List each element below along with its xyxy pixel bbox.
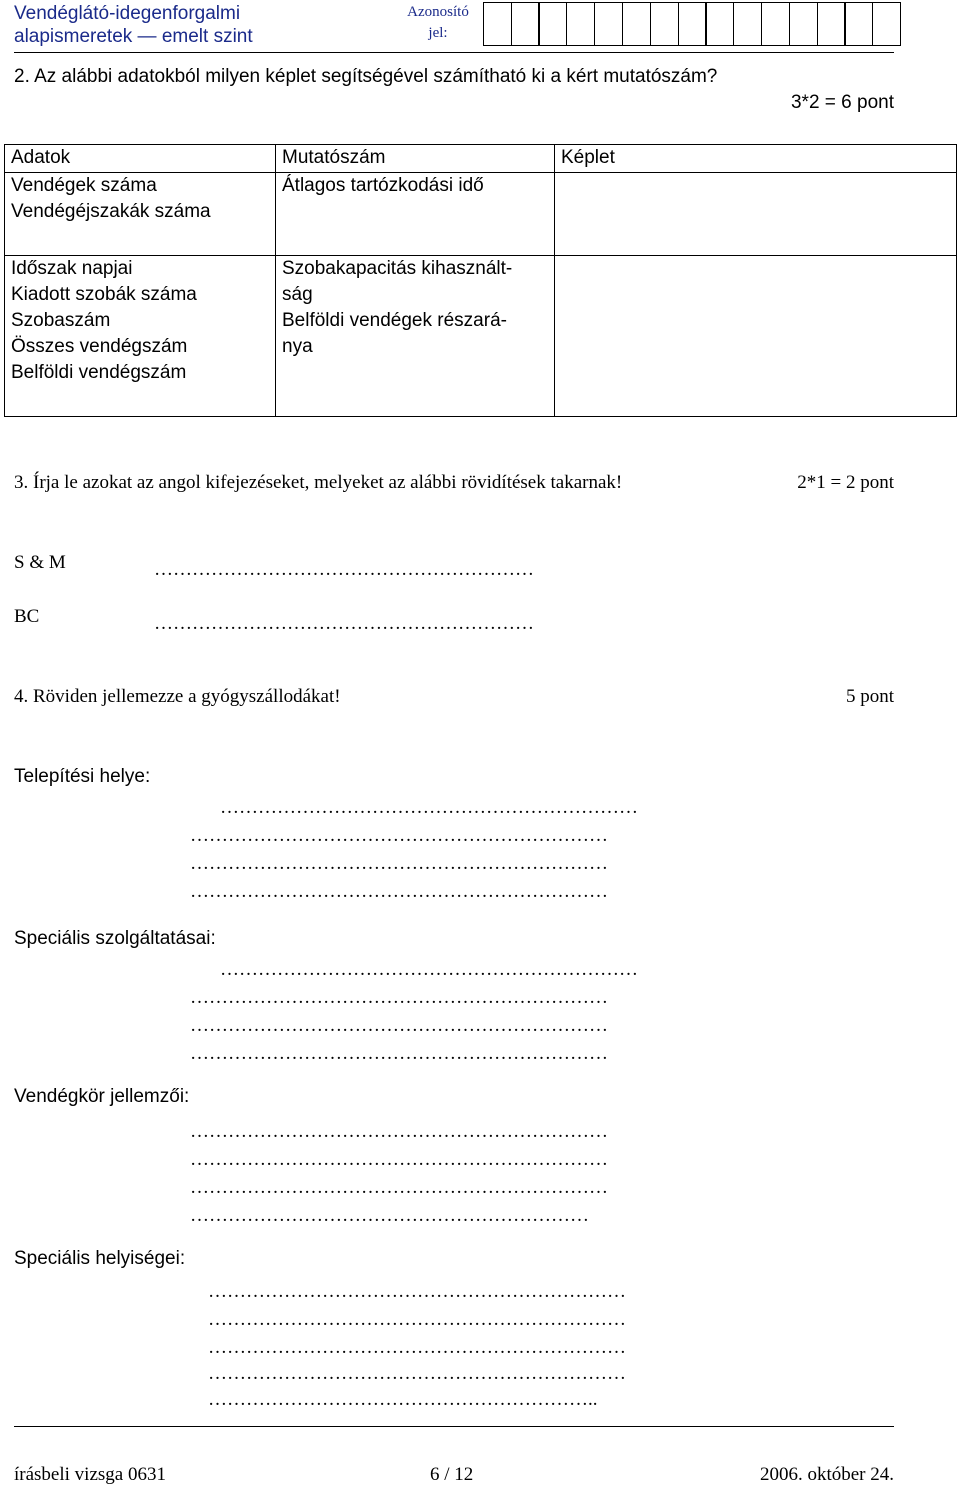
answer-line[interactable]: ………………………………………………………… xyxy=(190,1043,608,1064)
row2-data xyxy=(5,256,276,417)
indicator-item: Szobakapacitás kihasznált- xyxy=(282,258,513,279)
answer-line[interactable]: ………………………………………………………… xyxy=(190,1121,608,1142)
footer-divider xyxy=(14,1426,894,1427)
answer-line[interactable]: ………………………………………………………… xyxy=(208,1281,626,1302)
table-header-formula xyxy=(555,145,957,173)
id-box[interactable] xyxy=(844,2,873,46)
answer-line[interactable]: ………………………………………………………… xyxy=(190,825,608,846)
q2-question: 2. Az alábbi adatokból milyen képlet segítségével számítható ki a kért mutatószám? xyxy=(14,66,718,87)
q3-label-sm: S & M xyxy=(14,552,66,573)
id-box[interactable] xyxy=(789,2,818,46)
data-item: Kiadott szobák száma xyxy=(11,284,197,305)
row2-indicator xyxy=(276,256,555,417)
answer-line[interactable]: ………………………………………………………… xyxy=(190,987,608,1008)
id-box[interactable] xyxy=(483,2,512,46)
q3-label-bc: BC xyxy=(14,606,40,627)
exam-subject-line1: Vendéglátó-idegenforgalmi xyxy=(14,3,241,24)
id-box[interactable] xyxy=(538,2,567,46)
data-item: Vendégek száma xyxy=(11,175,157,196)
answer-line[interactable]: ………………………………………………………… xyxy=(220,959,638,980)
q3-question: 3. Írja le azokat az angol kifejezéseket, melyeket az alábbi rövidítések takarnak! xyxy=(14,472,623,493)
id-box[interactable] xyxy=(622,2,651,46)
q3-answer-line[interactable]: …………………………………………………… xyxy=(154,559,534,580)
answer-line[interactable]: ………………………………………………………… xyxy=(220,797,638,818)
id-label xyxy=(401,2,475,44)
id-box[interactable] xyxy=(817,2,846,46)
indicator-item: nya xyxy=(282,336,313,357)
data-item: Időszak napjai xyxy=(11,258,133,279)
q4-question: 4. Röviden jellemezze a gyógyszállodákat! xyxy=(14,686,341,707)
footer-date: 2006. október 24. xyxy=(759,1464,894,1485)
table-row xyxy=(5,173,957,256)
footer-page-number: 6 / 12 xyxy=(430,1464,474,1485)
answer-line[interactable]: ………………………………………………………… xyxy=(208,1337,626,1358)
table-header-indicator: Mutatószám xyxy=(276,145,555,173)
data-item: Összes vendégszám xyxy=(11,336,188,357)
answer-line[interactable]: ……………………………………………………… xyxy=(190,1205,589,1226)
q3-answer-line[interactable]: …………………………………………………… xyxy=(154,613,534,634)
answer-line[interactable]: ………………………………………………………… xyxy=(190,853,608,874)
id-boxes xyxy=(484,2,901,46)
exam-subject-title xyxy=(14,2,253,48)
row1-indicator xyxy=(276,173,555,256)
q4-label-guests: Vendégkör jellemzői: xyxy=(14,1086,190,1107)
exam-subject-line2: alapismeretek — emelt szint xyxy=(14,26,253,47)
id-label-line1: Azonosító xyxy=(407,4,469,20)
id-box[interactable] xyxy=(872,2,901,46)
q2-table xyxy=(4,144,957,417)
formula-header-text: Képlet xyxy=(561,147,615,168)
q4-label-services: Speciális szolgáltatásai: xyxy=(14,928,216,949)
id-box[interactable] xyxy=(705,2,734,46)
id-box[interactable] xyxy=(566,2,595,46)
answer-line[interactable]: ………………………………………………………… xyxy=(190,1177,608,1198)
indicator-item: Átlagos tartózkodási idő xyxy=(282,175,484,196)
answer-line[interactable]: ………………………………………………………… xyxy=(208,1363,626,1384)
row1-data xyxy=(5,173,276,256)
answer-line[interactable]: ………………………………………………………… xyxy=(190,881,608,902)
indicator-item: ság xyxy=(282,284,313,305)
answer-line[interactable]: ………………………………………………………… xyxy=(208,1309,626,1330)
id-box[interactable] xyxy=(733,2,762,46)
footer-exam-code: írásbeli vizsga 0631 xyxy=(14,1464,166,1485)
id-box[interactable] xyxy=(761,2,790,46)
q4-label-location: Telepítési helye: xyxy=(14,766,151,787)
q4-label-rooms: Speciális helyiségei: xyxy=(14,1248,186,1269)
header-divider xyxy=(14,52,894,53)
table-row xyxy=(5,256,957,417)
data-item: Belföldi vendégszám xyxy=(11,362,187,383)
data-item: Szobaszám xyxy=(11,310,111,331)
q2-points: 3*2 = 6 pont xyxy=(790,92,894,113)
row1-formula-cell[interactable] xyxy=(555,173,957,256)
table-header-data: Adatok xyxy=(5,145,276,173)
row2-formula-cell[interactable] xyxy=(555,256,957,417)
q3-points: 2*1 = 2 pont xyxy=(797,472,894,493)
answer-line[interactable]: ………………………………………………………… xyxy=(190,1149,608,1170)
id-box[interactable] xyxy=(511,2,540,46)
id-box[interactable] xyxy=(650,2,679,46)
id-label-line2: jel: xyxy=(428,25,448,41)
answer-line[interactable]: ………………………………………………………… xyxy=(190,1015,608,1036)
q4-points: 5 pont xyxy=(845,686,894,707)
answer-line[interactable]: …………………………………………………….. xyxy=(208,1389,598,1410)
id-box[interactable] xyxy=(678,2,707,46)
id-box[interactable] xyxy=(594,2,623,46)
data-item: Vendégéjszakák száma xyxy=(11,201,211,222)
indicator-item: Belföldi vendégek részará- xyxy=(282,310,507,331)
